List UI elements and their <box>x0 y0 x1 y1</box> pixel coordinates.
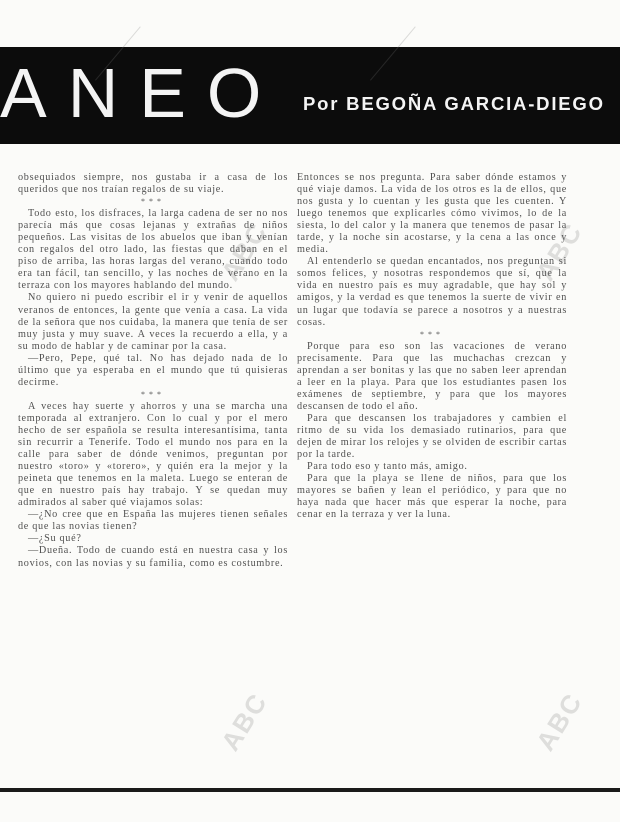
paragraph: obsequiados siempre, nos gustaba ir a casa de los queridos que nos traían regalos de su viaje. <box>18 172 288 196</box>
section-separator: *** <box>420 329 444 339</box>
paragraph: Al entenderlo se quedan encantados, nos preguntan si somos felices, y nosotras respondemos que sí, que la vida en nuestro país es muy agradable, que hay sol y amigos, y la verdad es que tenemos la suerte de vivir en un lugar que todavía se parece a nosotros y a nuestras cosas. <box>297 256 567 328</box>
dialogue-line: —Dueña. Todo de cuando está en nuestra casa y los novios, con las novias y su familia, como es costumbre. <box>18 545 288 569</box>
paragraph: —Pero, Pepe, qué tal. No has dejado nada de lo último que ya esperaba en el mundo que tú quisieras decirme. <box>18 352 288 388</box>
paragraph: Porque para eso son las vacaciones de verano precisamente. Para que las muchachas crezcan y aprendan a ser bonitas y las que no saben leer aprendan a leer en la playa. Para que los estudiantes pasen los exámenes de septiembre, y para que los mayores descansen de todo el año. <box>297 340 567 412</box>
section-separator: *** <box>141 389 165 399</box>
paragraph: A veces hay suerte y ahorros y una se marcha una temporada al extranjero. Con lo cual y por el mero hecho de ser española se resulta interesantísima, tanta sin recurrir a Tenerife. Todo el mundo nos para en la calle para saber de dónde venimos, preguntan por nuestro «toro» y «torero», y quién era la mejor y la peineta que tenemos en la maleta. Luego se enteran de que en nuestro país hay trabajo. Y se quedan muy admirados al saber qué viajamos solas: <box>18 400 288 509</box>
abc-watermark: ABC <box>530 217 589 286</box>
abc-watermark: ABC <box>215 217 274 286</box>
paragraph: Entonces se nos pregunta. Para saber dónde estamos y qué viaje damos. La vida de los otros es la de ellos, que nos gusta y lo cuentan y les gusta que les cuenten. Y luego tenemos que explicarles cómo vivimos, lo de la siesta, lo del calor y la manera que tenemos de pasar la tarde, y la noche sin acostarse, y la cena a las once y media. <box>297 172 567 256</box>
paragraph: Todo esto, los disfraces, la larga cadena de ser no nos parecía más que cosas lejanas y extrañas de niños pequeños. Las visitas de los abuelos que iban y venían con regalos del otro lado, las fiestas que daban en el piso de arriba, las horas largas del verano, cuando todo era tan fácil, tan sencillo, y las noches de verano en la terraza con los mayores hablando del mundo. <box>18 208 288 292</box>
paragraph: Para que la playa se llene de niños, para que los mayores se bañen y lean el periódico, y para que no haya nada que hacer más que esperar la noche, para cenar en la terraza y ver la luna. <box>297 473 567 521</box>
footer-rule <box>0 788 620 792</box>
abc-watermark: ABC <box>530 687 589 756</box>
paragraph: No quiero ni puedo escribir el ir y venir de aquellos veranos de entonces, la gente que venía a casa. La vida de la señora que nos cuidaba, la manera que tenía de ser muy justa y muy suave. A veces la recuerdo a ella, y a su modo de hablar y de caminar por la casa. <box>18 292 288 352</box>
dialogue-line: —¿No cree que en España las mujeres tienen señales de que las novias tienen? <box>18 509 288 533</box>
article-title: ANEO <box>0 54 283 132</box>
paragraph: Para que descansen los trabajadores y cambien el ritmo de su vida los demasiado rutinarios, para que dejen de mirar los relojes y se olviden de escribir cartas por la tarde. <box>297 412 567 461</box>
abc-watermark: ABC <box>215 687 274 756</box>
right-column <box>297 172 567 521</box>
dialogue-line: —¿Su qué? <box>28 533 82 545</box>
author-byline: Por BEGOÑA GARCIA-DIEGO <box>303 93 605 114</box>
paragraph: Para todo eso y tanto más, amigo. <box>307 461 468 473</box>
section-separator: *** <box>141 197 165 207</box>
